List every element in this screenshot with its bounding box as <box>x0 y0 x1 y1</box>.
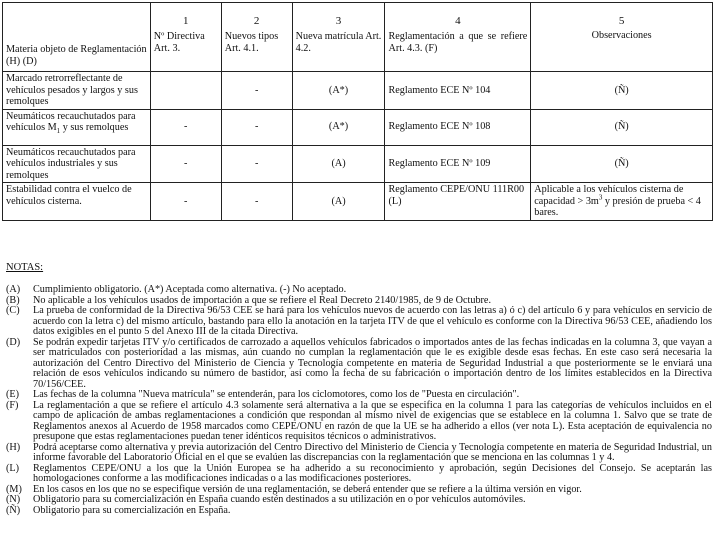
note-key: (B) <box>6 294 20 306</box>
header-label-directiva: Nº Directiva Art. 3. <box>150 30 221 72</box>
row-observaciones: (Ñ) <box>531 72 713 110</box>
note-key: (L) <box>6 462 20 474</box>
note-text: La prueba de conformidad de la Directiva 96/53 CEE se hará para los vehículos nuevos de acuerdo con las letras a) ó c) del artículo 6 y para vehículos en servicio de acuerdo con la letra c) del mismo artículo, bastando para ello la anotación en la tarjeta ITV de que el vehículo es conforme con la Directiva 96/53 CEE, añadiendo los datos exigibles en el punto 5 del Anexo III de la citada Directiva. <box>33 305 712 337</box>
row-nuevos-tipos: - <box>221 145 292 183</box>
note-text: Obligatorio para su comercialización en España cuando estén destinados a su utilización en o por vehículos automóviles. <box>33 494 526 505</box>
note-text: Se podrán expedir tarjetas ITV y/o certificados de carrozado a aquellos vehículos fabricados o importados antes de las fechas indicadas en la columna 3, que vayan a ser matriculados con posterioridad a las mismas, aún cuando no cumplan la reglamentación que le es exigible desde esas fechas. En este caso será necesaria la autorización del Centro Directivo del Ministerio de Ciencia y Tecnología competente en materia de Seguridad Industrial a que posteriormente se le enviará una relación de esos vehículos indicando su número de bastidor, así como la fecha de su fabricación o importación dentro de los límites establecidos en la Directiva 70/156/CEE. <box>33 336 712 390</box>
note-text: La reglamentación a que se refiere el artículo 4.3 solamente será alternativa a la que se especifica en la columna 1 para las categorías de vehículos incluidos en el campo de aplicación de ambas reglamentaciones a condición que respondan al mismo nivel de exigencias que se establece en la columna 1. Salvo que se trate de Reglamentos anexos al Acuerdo de 1958 marcados como CEPE/ONU en razón de que la UE se ha adherido a ellos (ver nota L). Esta aceptación de equivalencia no presupone que estas reglamentaciones puedan tener idénticos requisitos técnicos o administrativos. <box>33 399 712 442</box>
header-label-row <box>3 30 713 72</box>
header-label-reglamentacion: Reglamentación a que se refiere Art. 4.3. (F) <box>385 30 531 72</box>
row-subject: Neumáticos recauchutados para vehículos $M_1$ y sus remolques <box>3 109 151 145</box>
note-text: Las fechas de la columna "Nueva matrícula" se entenderán, para los ciclomotores, como los de "Puesta en circulación". <box>33 389 520 400</box>
note-item <box>6 338 712 391</box>
row-observaciones: (Ñ) <box>531 109 713 145</box>
table-row <box>3 72 713 110</box>
table-row <box>3 145 713 183</box>
header-label-nueva-matricula: Nueva matrícula Art. 4.2. <box>292 30 385 72</box>
note-key: (C) <box>6 305 20 316</box>
row-reglamentacion: Reglamento ECE Nº 109 <box>385 145 531 183</box>
header-number-4: 4 <box>385 3 531 31</box>
note-item <box>6 495 712 506</box>
row-nuevos-tipos: - <box>221 183 292 221</box>
row-nuevos-tipos: - <box>221 109 292 145</box>
header-subject: Materia objeto de Reglamentación (H) (D) <box>3 30 151 72</box>
note-item <box>6 306 712 338</box>
header-label-nuevos-tipos: Nuevos tipos Art. 4.1. <box>221 30 292 72</box>
table-row <box>3 183 713 221</box>
note-key: (M) <box>6 483 22 495</box>
note-text: No aplicable a los vehículos usados de importación a que se refiere el Real Decreto 2140/1985, de 9 de Octubre. <box>33 294 491 306</box>
note-text: En los casos en los que no se especifique versión de una reglamentación, se deberá entender que se refiere a la última versión en vigor. <box>33 483 582 495</box>
note-key: (N) <box>6 494 21 505</box>
row-nueva-matricula: (A*) <box>292 109 385 145</box>
table-row <box>3 109 713 145</box>
header-number-2: 2 <box>221 3 292 31</box>
note-key: (Ñ) <box>6 504 21 516</box>
row-nueva-matricula: (A*) <box>292 72 385 110</box>
row-subject: Neumáticos recauchutados para vehículos industriales y sus remolques <box>3 145 151 183</box>
header-number-1: 1 <box>150 3 221 31</box>
note-text: Obligatorio para su comercialización en España. <box>33 504 231 516</box>
header-blank <box>3 3 151 31</box>
header-number-row <box>3 3 713 31</box>
note-item <box>6 464 712 485</box>
regulation-table <box>2 2 713 221</box>
notes-section <box>6 262 712 516</box>
note-text: Podrá aceptarse como alternativa y previa autorización del Centro Directivo del Ministerio de Ciencia y Tecnología competente en materia de Seguridad Industrial, un informe favorable del Laboratorio Oficial en el que se evalúen las discrepancias con la reglamentación que se menciona en las columnas 1 y 4. <box>33 441 712 463</box>
row-directiva: - <box>150 145 221 183</box>
note-item <box>6 285 712 296</box>
row-subject: Marcado retrorreflectante de vehículos pesados y largos y sus remolques <box>3 72 151 110</box>
row-observaciones: (Ñ) <box>531 145 713 183</box>
row-observaciones: Aplicable a los vehículos cisterna de capacidad > $3m^3$ y presión de prueba < 4 bares. <box>531 183 713 221</box>
note-key: (F) <box>6 399 19 411</box>
note-key: (A) <box>6 284 21 295</box>
row-reglamentacion: Reglamento CEPE/ONU 111R00 (L) <box>385 183 531 221</box>
note-item <box>6 443 712 464</box>
header-label-observaciones: Observaciones <box>531 30 713 72</box>
row-reglamentacion: Reglamento ECE Nº 108 <box>385 109 531 145</box>
note-item <box>6 390 712 401</box>
row-directiva <box>150 72 221 110</box>
row-directiva: - <box>150 183 221 221</box>
header-number-3: 3 <box>292 3 385 31</box>
note-key: (D) <box>6 336 21 348</box>
row-directiva: - <box>150 109 221 145</box>
note-text: Cumplimiento obligatorio. (A*) Aceptada como alternativa. (-) No aceptado. <box>33 284 347 295</box>
note-item <box>6 506 712 517</box>
note-text: Reglamentos CEPE/ONU a los que la Unión Europea se ha adherido a su reconocimiento y aprobación, según Decisiones del Consejo. Se aceptarán las homologaciones conforme a las modificaciones indicadas o a las modificaciones posteriores. <box>33 462 712 484</box>
header-number-5: 5 <box>531 3 713 31</box>
row-nuevos-tipos: - <box>221 72 292 110</box>
note-item <box>6 401 712 443</box>
row-subject: Estabilidad contra el vuelco de vehículos cisterna. <box>3 183 151 221</box>
notes-title: NOTAS: <box>6 262 44 273</box>
row-nueva-matricula: (A) <box>292 183 385 221</box>
row-reglamentacion: Reglamento ECE Nº 104 <box>385 72 531 110</box>
note-key: (E) <box>6 389 20 400</box>
row-nueva-matricula: (A) <box>292 145 385 183</box>
note-key: (H) <box>6 441 21 453</box>
